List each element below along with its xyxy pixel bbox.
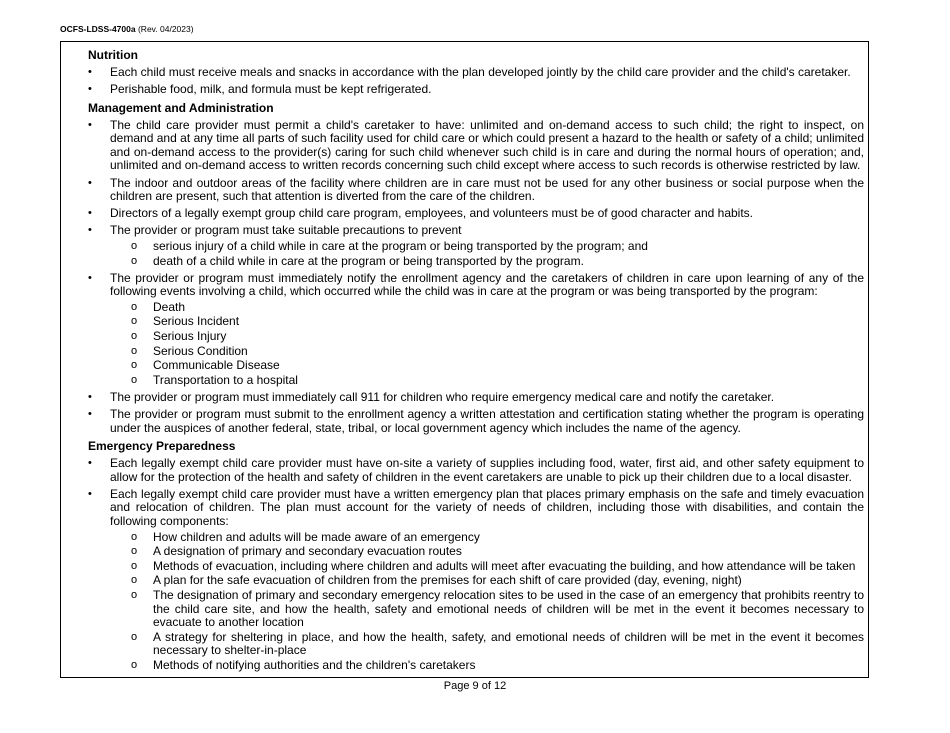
sub-list-item xyxy=(110,659,864,673)
bullet-list xyxy=(88,457,864,672)
sub-list-item-text: Serious Condition xyxy=(153,343,248,358)
section-heading: Nutrition xyxy=(88,48,138,62)
circle-bullet-icon: o xyxy=(131,359,138,372)
circle-bullet-icon: o xyxy=(131,530,138,543)
sub-list-item xyxy=(110,545,864,559)
sub-list-item-text: Serious Injury xyxy=(153,329,227,343)
list-item xyxy=(88,272,864,388)
list-item-text: The child care provider must permit a child's caretaker to have: unlimited and on-demand access to such child; the right to inspect, on demand and at any time all parts of such facility used for child care or which could present a hazard to the health or safety of a child; unlimited and on-demand access to the provider(s) caring for such child whenever such child is in care and during the normal hours of operation; and, unlimited and on-demand access to written records concerning such child except where access to such records is otherwise restricted by law. xyxy=(110,117,864,173)
circle-bullet-icon: o xyxy=(131,373,138,386)
circle-bullet-icon: o xyxy=(131,545,138,558)
page-number: Page 9 of 12 xyxy=(443,680,507,692)
bullet-icon: • xyxy=(88,66,92,78)
sub-list-item-text: death of a child while in care at the program or being transported by the program. xyxy=(153,253,584,268)
section xyxy=(88,101,864,435)
list-item xyxy=(88,207,864,221)
sub-list-item-text: How children and adults will be made aware of an emergency xyxy=(153,529,480,544)
list-item xyxy=(88,488,864,673)
content-frame xyxy=(60,41,869,678)
bullet-icon: • xyxy=(88,457,92,470)
form-identifier xyxy=(60,24,194,35)
sub-list xyxy=(110,531,864,673)
bullet-icon: • xyxy=(88,407,92,420)
sub-list-item xyxy=(110,240,864,254)
section-heading: Management and Administration xyxy=(88,100,274,115)
circle-bullet-icon: o xyxy=(131,239,138,252)
sub-list-item-text: The designation of primary and secondary emergency relocation sites to be used in the case of an emergency that prohibits reentry to the child care site, and how the health, safety and emotional needs of children will be met in the event it becomes necessary to evacuate to another location xyxy=(153,588,864,630)
sub-list-item xyxy=(110,560,864,574)
sub-list-item xyxy=(110,255,864,269)
circle-bullet-icon: o xyxy=(131,574,138,587)
sub-list-item xyxy=(110,301,864,315)
list-item-text: The provider or program must take suitable precautions to prevent xyxy=(110,223,462,238)
sub-list-item-text: A designation of primary and secondary evacuation routes xyxy=(153,544,462,559)
bullet-icon: • xyxy=(88,224,92,237)
circle-bullet-icon: o xyxy=(131,630,138,643)
circle-bullet-icon: o xyxy=(131,658,138,671)
document-body xyxy=(88,48,864,676)
sub-list-item xyxy=(110,345,864,359)
list-item xyxy=(88,66,864,80)
bullet-icon: • xyxy=(88,176,92,189)
section xyxy=(88,439,864,672)
list-item xyxy=(88,119,864,173)
sub-list-item xyxy=(110,315,864,329)
list-item-text: Each legally exempt child care provider must have a written emergency plan that places primary emphasis on the safe and timely evacuation and relocation of children. The plan must account for the variety of needs of children, including those with disabilities, and contain the following components: xyxy=(110,486,864,529)
sub-list xyxy=(110,240,864,268)
list-item-text: The provider or program must immediately call 911 for children who require emergency medical care and notify the caretaker. xyxy=(110,389,775,404)
sub-list-item xyxy=(110,359,864,373)
sub-list-item-text: A strategy for sheltering in place, and how the health, safety, and emotional needs of children will be met in the event it becomes necessary to shelter-in-place xyxy=(153,629,864,658)
section-heading: Emergency Preparedness xyxy=(88,439,236,454)
list-item xyxy=(88,391,864,405)
circle-bullet-icon: o xyxy=(131,559,138,572)
circle-bullet-icon: o xyxy=(131,344,138,357)
bullet-icon: • xyxy=(88,271,92,284)
list-item-text: Each child must receive meals and snacks in accordance with the plan developed jointly by the child care provider and the child's caretaker. xyxy=(110,65,851,79)
list-item xyxy=(88,224,864,268)
list-item xyxy=(88,408,864,435)
list-item-text: Directors of a legally exempt group child care program, employees, and volunteers must be of good character and habits. xyxy=(110,206,754,221)
sub-list-item xyxy=(110,531,864,545)
bullet-icon: • xyxy=(88,207,92,220)
bullet-icon: • xyxy=(88,83,92,96)
circle-bullet-icon: o xyxy=(131,254,138,267)
sub-list-item xyxy=(110,631,864,658)
sub-list-item-text: Transportation to a hospital xyxy=(153,372,298,387)
list-item-text: The provider or program must submit to the enrollment agency a written attestation and certification stating whether the program is operating under the auspices of another federal, state, tribal, or local government agency which includes the name of the agency. xyxy=(110,406,864,435)
sub-list xyxy=(110,301,864,388)
sub-list-item-text: Death xyxy=(153,299,186,314)
bullet-icon: • xyxy=(88,118,92,131)
sub-list-item-text: Communicable Disease xyxy=(153,358,280,373)
sub-list-item xyxy=(110,589,864,630)
bullet-list xyxy=(88,66,864,97)
sub-list-item-text: Methods of notifying authorities and the children's caretakers xyxy=(153,657,476,672)
list-item-text: Each legally exempt child care provider must have on-site a variety of supplies including food, water, first aid, and other safety equipment to allow for the protection of the health and safety of children in the event caretakers are unable to pick up their children due to a local disaster. xyxy=(110,456,864,484)
circle-bullet-icon: o xyxy=(131,589,138,601)
circle-bullet-icon: o xyxy=(131,330,138,342)
list-item xyxy=(88,177,864,204)
sub-list-item-text: Methods of evacuation, including where children and adults will meet after evacuating the building, and how attendance will be taken xyxy=(153,558,856,573)
list-item-text: Perishable food, milk, and formula must be kept refrigerated. xyxy=(110,82,432,97)
form-number: OCFS-LDSS-4700a xyxy=(60,24,136,34)
section xyxy=(88,48,864,97)
list-item xyxy=(88,83,864,97)
sub-list-item-text: A plan for the safe evacuation of children from the premises for each shift of care provided (day, evening, night) xyxy=(153,573,742,588)
sub-list-item xyxy=(110,574,864,588)
list-item-text: The provider or program must immediately notify the enrollment agency and the caretakers of children in care upon learning of any of the following events involving a child, which occurred while the child was in care at the program or was being transported by the program: xyxy=(110,270,864,299)
bullet-icon: • xyxy=(88,390,92,403)
circle-bullet-icon: o xyxy=(131,315,138,328)
bullet-list xyxy=(88,119,864,435)
sub-list-item-text: Serious Incident xyxy=(153,314,240,329)
list-item xyxy=(88,457,864,484)
sub-list-item xyxy=(110,330,864,344)
circle-bullet-icon: o xyxy=(131,300,138,313)
bullet-icon: • xyxy=(88,487,92,500)
form-revision: (Rev. 04/2023) xyxy=(137,24,194,34)
sub-list-item xyxy=(110,374,864,388)
sub-list-item-text: serious injury of a child while in care at the program or being transported by the program; and xyxy=(153,238,648,253)
list-item-text: The indoor and outdoor areas of the facility where children are in care must not be used for any other business or social purpose when the children are present, such that attention is diverted from the care of the children. xyxy=(110,175,864,204)
